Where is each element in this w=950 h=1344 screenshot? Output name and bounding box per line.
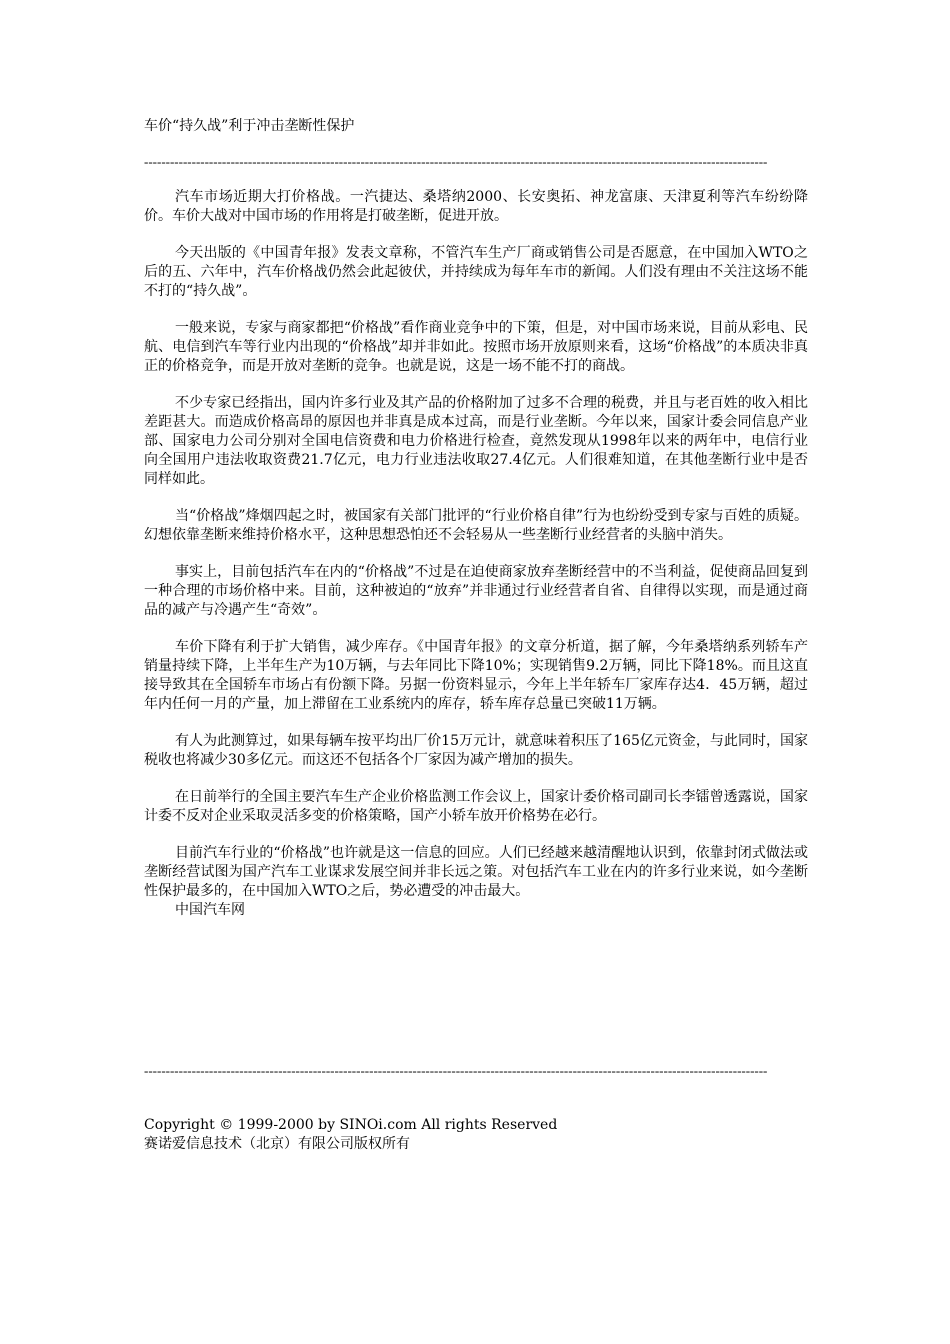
paragraph-10: 目前汽车行业的“价格战”也许就是这一信息的回应。人们已经越来越清醒地认识到，依靠封闭式做法或垄断经营试图为国产汽车工业谋求发展空间并非长远之策。对包括汽车工业在内的许多行业来说，如今垄断性保护最多的，在中国加入WTO之后，势必遭受的冲击最大。 xyxy=(144,845,808,899)
article-body xyxy=(144,188,808,920)
page-footer xyxy=(144,1116,557,1154)
paragraph-8: 有人为此测算过，如果每辆车按平均出厂价15万元计，就意味着积压了165亿元资金，与此同时，国家税收也将减少30多亿元。而这还不包括各个厂家因为减产增加的损失。 xyxy=(144,733,808,768)
paragraph-5: 当“价格战”烽烟四起之时，被国家有关部门批评的“行业价格自律”行为也纷纷受到专家与百姓的质疑。幻想依靠垄断来维持价格水平，这种思想恐怕还不会轻易从一些垄断行业经营者的头脑中消失。 xyxy=(144,508,808,543)
paragraph-2: 今天出版的《中国青年报》发表文章称，不管汽车生产厂商或销售公司是否愿意，在中国加入WTO之后的五、六年中，汽车价格战仍然会此起彼伏，并持续成为每年车市的新闻。人们没有理由不关注这场不能不打的“持久战”。 xyxy=(144,245,808,299)
paragraph-4: 不少专家已经指出，国内许多行业及其产品的价格附加了过多不合理的税费，并且与老百姓的收入相比差距甚大。而造成价格高昂的原因也并非真是成本过高，而是行业垄断。今年以来，国家计委会同信息产业部、国家电力公司分别对全国电信资费和电力价格进行检查，竟然发现从1998年以来的两年中，电信行业向全国用户违法收取资费21.7亿元，电力行业违法收取27.4亿元。人们很难知道，在其他垄断行业中是否同样如此。 xyxy=(144,395,808,487)
separator-bottom: ------------------------------------------------------------------------------------------------------------------------------------------------ xyxy=(144,1063,768,1078)
company-notice: 赛诺爱信息技术（北京）有限公司版权所有 xyxy=(144,1136,410,1152)
paragraph-1: 汽车市场近期大打价格战。一汽捷达、桑塔纳2000、长安奥拓、神龙富康、天津夏利等汽车纷纷降价。车价大战对中国市场的作用将是打破垄断，促进开放。 xyxy=(144,189,808,224)
paragraph-9: 在日前举行的全国主要汽车生产企业价格监测工作会议上，国家计委价格司副司长李镭曾透露说，国家计委不反对企业采取灵活多变的价格策略，国产小轿车放开价格势在必行。 xyxy=(144,789,808,824)
paragraph-3: 一般来说，专家与商家都把“价格战”看作商业竞争中的下策，但是，对中国市场来说，目前从彩电、民航、电信到汽车等行业内出现的“价格战”却并非如此。按照市场开放原则来看，这场“价格战”的本质决非真正的价格竞争，而是开放对垄断的竞争。也就是说，这是一场不能不打的商战。 xyxy=(144,320,808,374)
copyright-notice: Copyright © 1999-2000 by SINOi.com All rights Reserved xyxy=(144,1117,558,1133)
paragraph-7: 车价下降有利于扩大销售，减少库存。《中国青年报》的文章分析道，据了解，今年桑塔纳系列轿车产销量持续下降，上半年生产为10万辆，与去年同比下降10%；实现销售9.2万辆，同比下降18%。而且这直接导致其在全国轿车市场占有份额下降。另据一份资料显示，今年上半年轿车厂家库存达4．45万辆，超过年内任何一月的产量，加上滞留在工业系统内的库存，轿车库存总量已突破11万辆。 xyxy=(144,639,808,712)
paragraph-6: 事实上，目前包括汽车在内的“价格战”不过是在迫使商家放弃垄断经营中的不当利益，促使商品回复到一种合理的市场价格中来。目前，这种被迫的“放弃”并非通过行业经营者自省、自律得以实现，而是通过商品的减产与冷遇产生“奇效”。 xyxy=(144,564,808,618)
separator-top: ------------------------------------------------------------------------------------------------------------------------------------------------ xyxy=(144,154,768,169)
article-title: 车价“持久战”利于冲击垄断性保护 xyxy=(144,118,355,134)
article-source: 中国汽车网 xyxy=(175,902,245,918)
